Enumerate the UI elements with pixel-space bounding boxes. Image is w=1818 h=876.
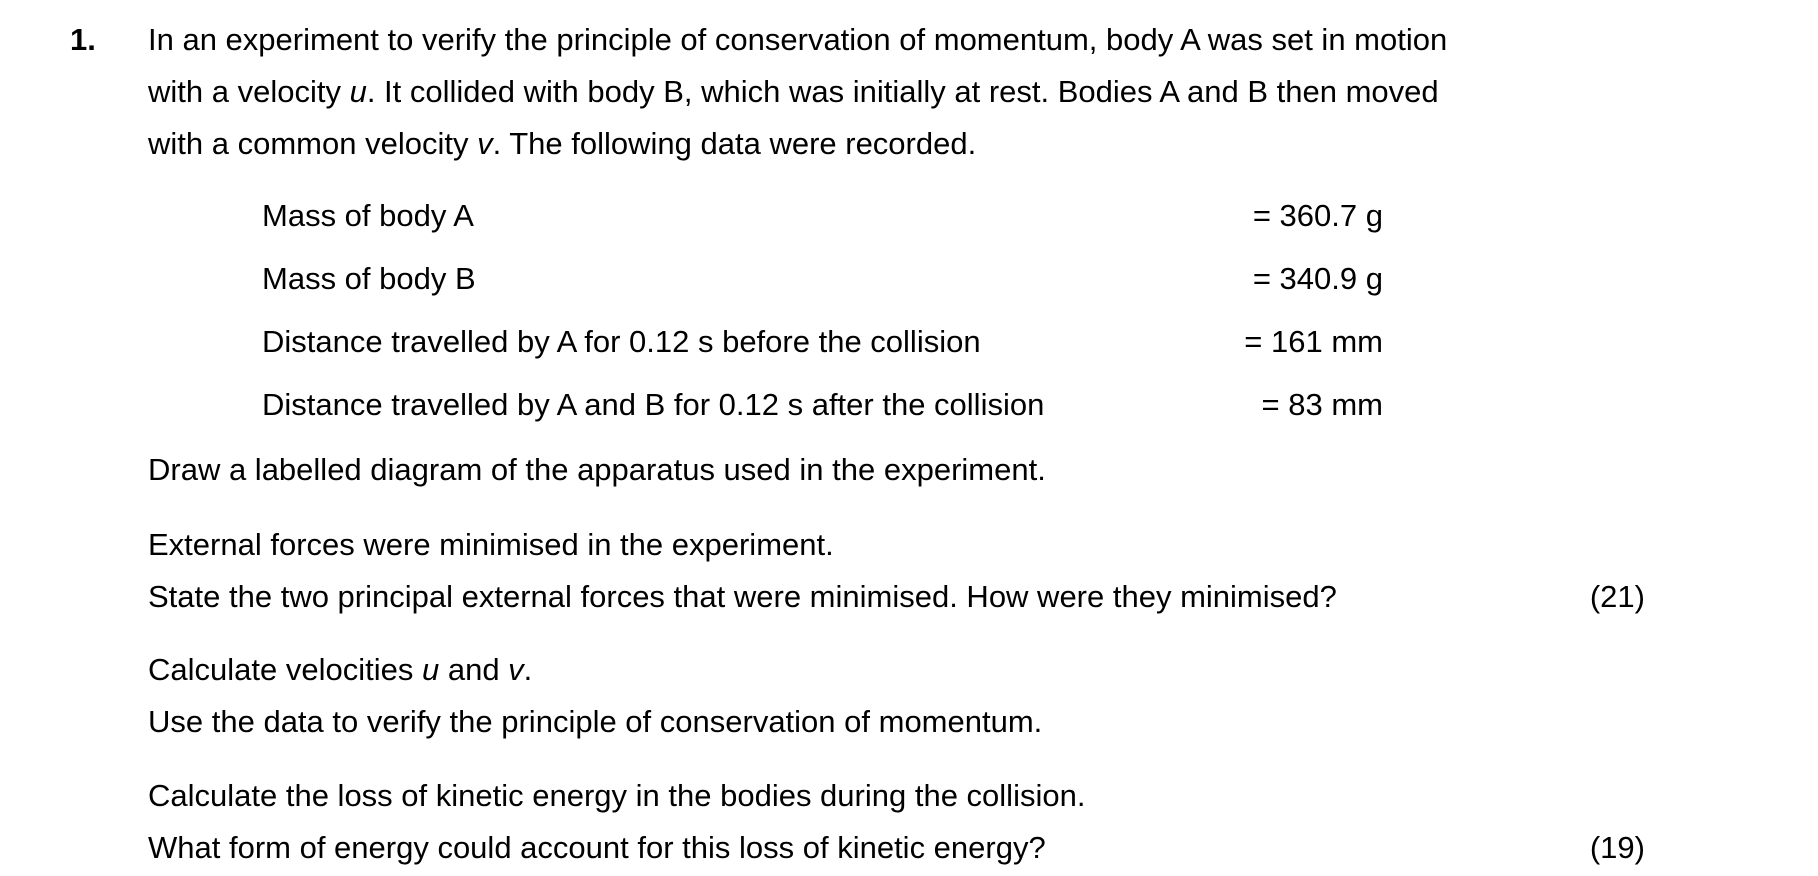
intro-line <box>148 14 1645 66</box>
question-parts <box>148 444 1645 874</box>
question-part <box>148 444 1645 496</box>
question-part <box>148 770 1645 874</box>
data-row-label: Distance travelled by A and B for 0.12 s after the collision <box>262 387 1045 422</box>
text-segment: . It collided with body B, which was initially at rest. Bodies A and B then moved <box>366 74 1439 109</box>
part-line <box>148 696 1645 748</box>
text-segment: Calculate the loss of kinetic energy in the bodies during the collision. <box>148 778 1086 813</box>
text-segment: In an experiment to verify the principle of conservation of momentum, body A was set in motion <box>148 22 1448 57</box>
data-row-value: = 360.7 g <box>1252 198 1383 233</box>
part-line <box>148 822 1645 874</box>
part-line <box>148 444 1645 496</box>
text-segment: and <box>439 652 509 687</box>
intro-line <box>148 118 1645 170</box>
data-row <box>262 253 1383 305</box>
variable-symbol: u <box>349 74 367 109</box>
data-row-label: Distance travelled by A for 0.12 s before the collision <box>262 324 981 359</box>
part-line <box>148 644 1645 696</box>
marks-badge: (21) <box>1589 579 1645 614</box>
variable-symbol: u <box>421 652 440 687</box>
data-row-label: Mass of body A <box>262 198 474 233</box>
text-segment: State the two principal external forces that were minimised. How were they minimised? <box>148 579 1337 614</box>
part-line <box>148 770 1645 822</box>
question-part <box>148 519 1645 623</box>
question-content <box>148 14 1645 874</box>
marks-badge: (19) <box>1589 830 1645 865</box>
intro-line <box>148 66 1645 118</box>
part-line <box>148 571 1645 623</box>
text-segment: with a velocity <box>148 74 350 109</box>
question-intro <box>148 14 1645 170</box>
data-row-value: = 161 mm <box>1244 324 1383 359</box>
question-part <box>148 644 1645 748</box>
data-row-value: = 340.9 g <box>1252 261 1383 296</box>
data-table <box>148 190 1645 431</box>
variable-symbol: v <box>477 126 493 161</box>
variable-symbol: v <box>508 652 524 687</box>
text-segment: with a common velocity <box>148 126 478 161</box>
text-segment: Draw a labelled diagram of the apparatus used in the experiment. <box>148 452 1046 487</box>
question-1 <box>0 14 1818 874</box>
text-segment: What form of energy could account for this loss of kinetic energy? <box>148 830 1046 865</box>
text-segment: . <box>523 652 533 687</box>
data-row <box>262 379 1383 431</box>
data-row <box>262 316 1383 368</box>
text-segment: External forces were minimised in the experiment. <box>148 527 834 562</box>
question-number: 1. <box>70 22 96 57</box>
data-row-label: Mass of body B <box>262 261 476 296</box>
text-segment: Use the data to verify the principle of conservation of momentum. <box>148 704 1043 739</box>
data-row-value: = 83 mm <box>1261 387 1383 422</box>
text-segment: . The following data were recorded. <box>492 126 977 161</box>
data-row <box>262 190 1383 242</box>
part-line <box>148 519 1645 571</box>
text-segment: Calculate velocities <box>148 652 422 687</box>
